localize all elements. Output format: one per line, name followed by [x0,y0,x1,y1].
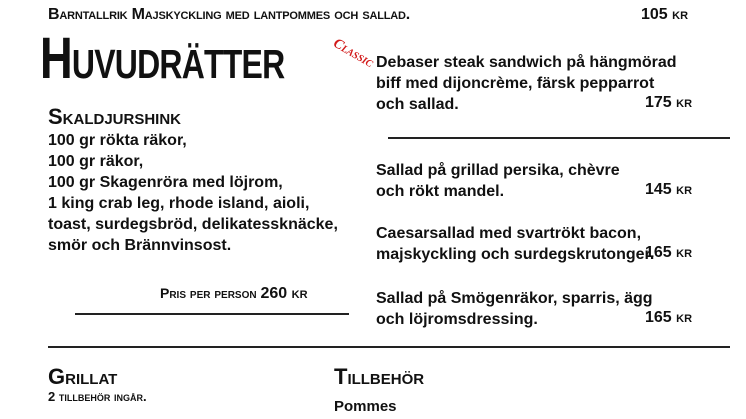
kids-plate-text: Barntallrik Majskyckling med lantpommes och sallad. [48,6,410,23]
divider [75,313,349,315]
shellfish-description [48,130,338,256]
shellfish-price-row [160,285,308,303]
divider [388,137,730,139]
item-price: 165 kr [645,244,693,261]
tillbehor-item: Pommes [334,398,397,415]
shellfish-line: 100 gr Skagenröra med löjrom, [48,174,283,191]
item-line: Debaser steak sandwich på hängmörad [376,54,677,71]
shellfish-price: 260 kr [260,285,308,302]
shellfish-line: smör och Brännvinsost. [48,237,232,254]
item-line: och sallad. [376,96,459,113]
shellfish-line: 100 gr rökta räkor, [48,132,187,149]
item-price: 165 kr [645,309,693,326]
item-line: Caesarsallad med svartrökt bacon, [376,225,642,242]
shellfish-line: 100 gr räkor, [48,153,144,170]
item-line: Sallad på Smögenräkor, sparris, ägg [376,290,653,307]
kids-plate-price: 105 kr [641,6,689,23]
menu-item-peach-salad [376,160,620,202]
grillat-note: 2 tillbehör ingår. [48,389,147,404]
divider [48,346,730,348]
item-line: och rökt mandel. [376,183,505,200]
item-line: Sallad på grillad persika, chèvre [376,162,620,179]
menu-item-caesar-salad [376,223,654,265]
kids-plate-line [48,6,410,24]
shellfish-line: 1 king crab leg, rhode island, aioli, [48,195,310,212]
menu-item-steak-sandwich [376,52,677,115]
menu-item-shrimp-salad [376,288,653,330]
price-label: Pris per person [160,285,257,301]
item-price: 175 kr [645,94,693,111]
item-line: biff med dijoncrème, färsk pepparrot [376,75,655,92]
shellfish-title: Skaldjurshink [48,104,182,129]
section-title-tillbehor: Tillbehör [334,364,425,389]
shellfish-line: toast, surdegsbröd, delikatessknäcke, [48,216,338,233]
item-line: majskyckling och surdegskrutonger. [376,246,655,263]
section-title-grillat: Grillat [48,364,118,389]
item-price: 145 kr [645,181,693,198]
item-line: och löjromsdressing. [376,311,538,328]
classic-badge: Classic [330,36,376,71]
section-heading-huvudratter: Huvudrätter [40,26,285,91]
